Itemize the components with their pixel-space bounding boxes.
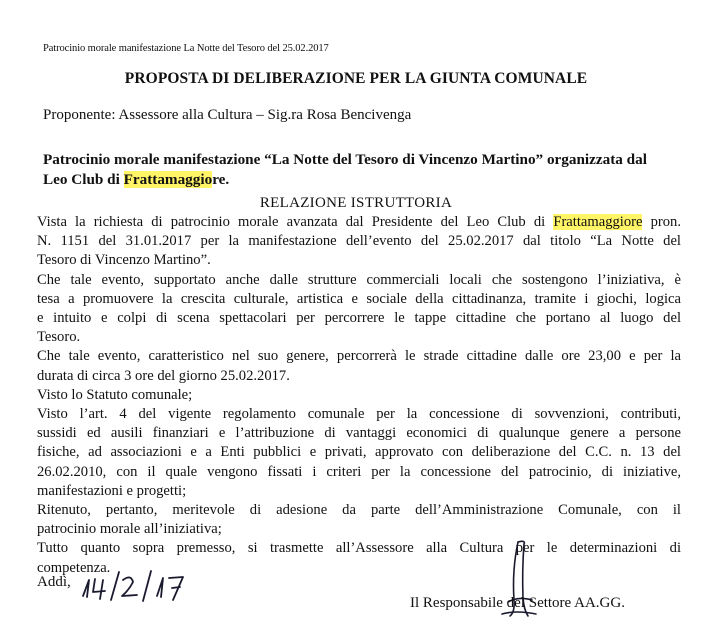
body-line-4: Che tale evento, supportato anche dalle strutture commerciali locali che sostengono l’iniziativa, è (37, 271, 681, 288)
body-line-16: Ritenuto, pertanto, meritevole di adesione da parte dell’Amministrazione Comunale, con il (37, 502, 681, 519)
body-line-8: Che tale evento, caratteristico nel suo genere, percorrerà le strade cittadine dalle ore 23,00 e per la (37, 348, 681, 365)
body-line-2: N. 1151 del 31.01.2017 per la manifestazione dell’evento del 25.02.2017 dal titolo “La Notte del (37, 233, 681, 250)
subject-line-2-post: re. (212, 171, 230, 188)
date-label: Addì, (37, 574, 71, 590)
body-line-19: competenza. (37, 559, 111, 576)
highlighted-text: Frattamaggio (123, 171, 213, 188)
body-line-1-post: pron. (642, 214, 681, 230)
highlighted-text: Frattamaggiore (553, 214, 643, 230)
subject-line-2-pre: Leo Club di (43, 171, 124, 188)
body-line-1-pre: Vista la richiesta di patrocinio morale avanzata dal Presidente del Leo Club di (37, 214, 554, 230)
handwritten-date (77, 566, 187, 604)
body-line-18: Tutto quanto sopra premesso, si trasmette all’Assessore alla Cultura per le determinazioni di (37, 540, 681, 557)
responsible-signature-line: Il Responsabile del Settore AA.GG. (410, 595, 625, 611)
body-line-14: 26.02.2010, con il quale vengono fissati i criteri per la concessione del patrocinio, di iniziative, (37, 463, 681, 480)
body-line-10: Visto lo Statuto comunale; (37, 386, 193, 403)
subject-block (43, 150, 683, 190)
header-note: Patrocinio morale manifestazione La Notte del Tesoro del 25.02.2017 (43, 43, 329, 54)
document-title: PROPOSTA DI DELIBERAZIONE PER LA GIUNTA COMUNALE (124, 70, 588, 87)
body-line-15: manifestazioni e progetti; (37, 482, 187, 499)
report-body (37, 213, 681, 578)
body-line-7: Tesoro. (37, 329, 81, 346)
body-line-1 (37, 213, 681, 232)
subject-line-1: Patrocinio morale manifestazione “La Notte del Tesoro di Vincenzo Martino” organizzata dal (43, 151, 647, 168)
body-line-11: Visto l’art. 4 del vigente regolamento comunale per la concessione di sovvenzioni, contributi, (37, 406, 681, 423)
body-line-3: Tesoro di Vincenzo Martino”. (37, 252, 211, 269)
body-line-17: patrocinio morale all’iniziativa; (37, 521, 222, 538)
body-line-9: durata di circa 3 ore del giorno 25.02.2017. (37, 367, 290, 384)
section-title: RELAZIONE ISTRUTTORIA (259, 195, 453, 211)
body-line-5: tesa a promuovere la crescita culturale, artistica e sociale della cittadinanza, tramite i giochi, logica (37, 290, 681, 307)
subject-line-2 (43, 170, 683, 190)
body-line-13: fisiche, ad associazioni e a Enti pubblici e privati, approvato con deliberazione del C.C. n. 13 del (37, 444, 681, 461)
body-line-6: e intuito e colpi di scena spettacolari per percorrere le tappe cittadine che portano al luogo del (37, 310, 681, 327)
body-line-12: sussidi ed ausili finanziari e l’attribuzione di vantaggi economici di qualunque genere a persone (37, 425, 681, 442)
proponent-line: Proponente: Assessore alla Cultura – Sig.ra Rosa Bencivenga (43, 107, 412, 123)
